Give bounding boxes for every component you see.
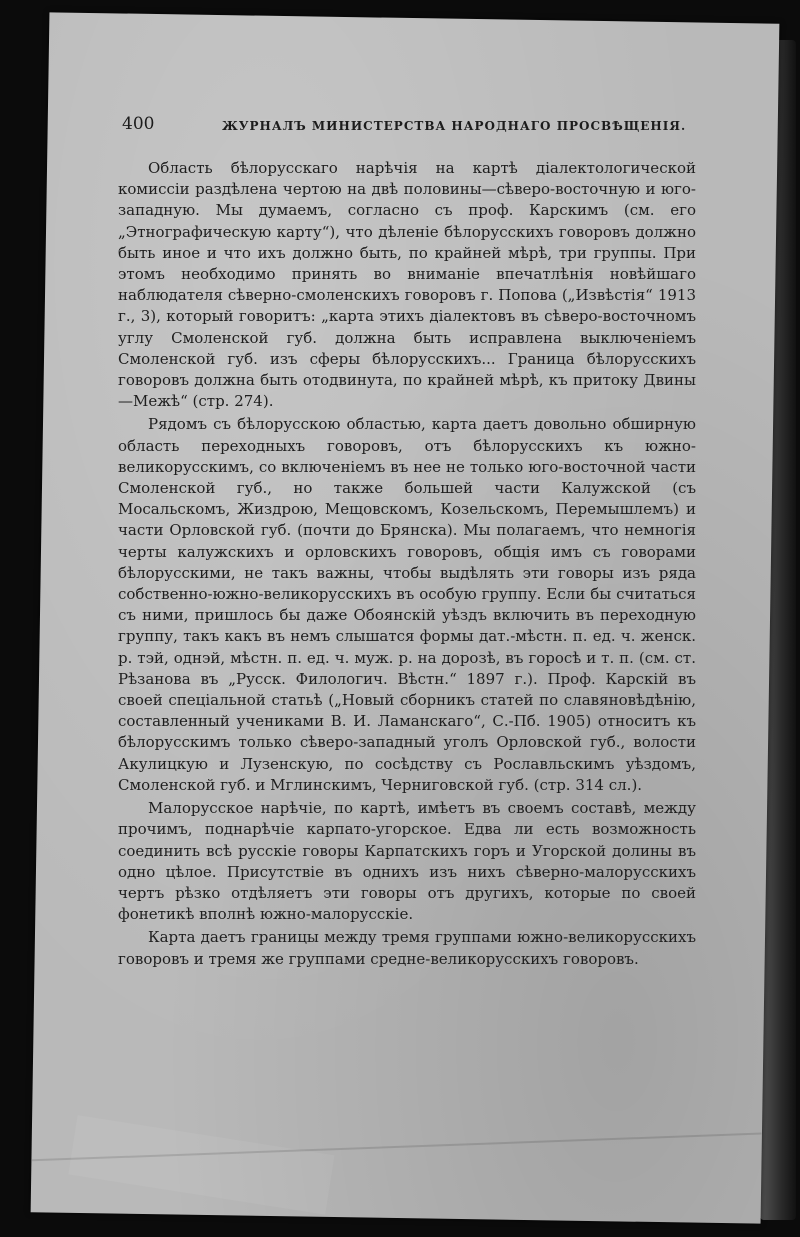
page-fold	[68, 1115, 334, 1215]
paragraph: Малорусское нарѣчіе, по картѣ, имѣетъ въ своемъ составѣ, между прочимъ, поднарѣчіе карпато-угорское. Едва ли есть возможность соединить всѣ русскіе говоры Карпатскихъ горъ и Угорской долины въ одно цѣлое. Присутствіе въ однихъ изъ нихъ сѣверно-малорусскихъ чертъ рѣзко отдѣляетъ эти говоры отъ другихъ, которые по своей фонетикѣ вполнѣ южно-малорусскіе.	[118, 799, 696, 924]
body-text	[118, 158, 696, 972]
page-header	[122, 114, 687, 144]
running-title: ЖУРНАЛЪ МИНИСТЕРСТВА НАРОДНАГО ПРОСВѢЩЕНІЯ.	[222, 119, 687, 133]
page-number: 400	[122, 114, 155, 134]
paragraph: Область бѣлорусскаго нарѣчія на картѣ діалектологической комиссіи раздѣлена чертою на двѣ половины—сѣверо-восточную и юго-западную. Мы думаемъ, согласно съ проф. Карскимъ (см. его „Этнографическую карту“), что дѣленіе бѣлорусскихъ говоровъ должно быть иное и что ихъ должно быть, по крайней мѣрѣ, три группы. При этомъ необходимо принять во вниманіе впечатлѣнія новѣйшаго наблюдателя сѣверно-смоленскихъ говоровъ г. Попова („Извѣстія“ 1913 г., 3), который говоритъ: „карта этихъ діалектовъ въ сѣверо-восточномъ углу Смоленской губ. должна быть исправлена выключеніемъ Смоленской губ. изъ сферы бѣлорусскихъ... Граница бѣлорусскихъ говоровъ должна быть отодвинута, по крайней мѣрѣ, къ притоку Двины—Межѣ“ (стр. 274).	[118, 159, 696, 411]
paragraph: Рядомъ съ бѣлорусскою областью, карта даетъ довольно обширную область переходныхъ говоровъ, отъ бѣлорусскихъ къ южно-великорусскимъ, со включеніемъ въ нее не только юго-восточной части Смоленской губ., но также большей части Калужской (съ Мосальскомъ, Жиздрою, Мещовскомъ, Козельскомъ, Перемышлемъ) и части Орловской губ. (почти до Брянска). Мы полагаемъ, что немногія черты калужскихъ и орловскихъ говоровъ, общія имъ съ говорами бѣлорусскими, не такъ важны, чтобы выдѣлять эти говоры изъ ряда собственно-южно-великорусскихъ въ особую группу. Если бы считаться съ ними, пришлось бы даже Обоянскій уѣздъ включить въ переходную группу, такъ какъ въ немъ слышатся формы дат.-мѣстн. п. ед. ч. женск. р. тэй, однэй, мѣстн. п. ед. ч. муж. р. на дорозѣ, въ горосѣ и т. п. (см. ст. Рѣзанова въ „Русск. Филологич. Вѣстн.“ 1897 г.). Проф. Карскій въ своей спеціальной статьѣ („Новый сборникъ статей по славяновѣдѣнію, составленный учениками В. И. Ламанскаго“, С.-Пб. 1905) относитъ къ бѣлорусскимъ только сѣверо-западный уголъ Орловской губ., волости Акулицкую и Лузенскую, по сосѣдству съ Рославльскимъ уѣздомъ, Смоленской губ. и Мглинскимъ, Черниговской губ. (стр. 314 сл.).	[118, 415, 696, 794]
paragraph: Карта даетъ границы между тремя группами южно-великорусскихъ говоровъ и тремя же группами средне-великорусскихъ говоровъ.	[118, 928, 696, 968]
